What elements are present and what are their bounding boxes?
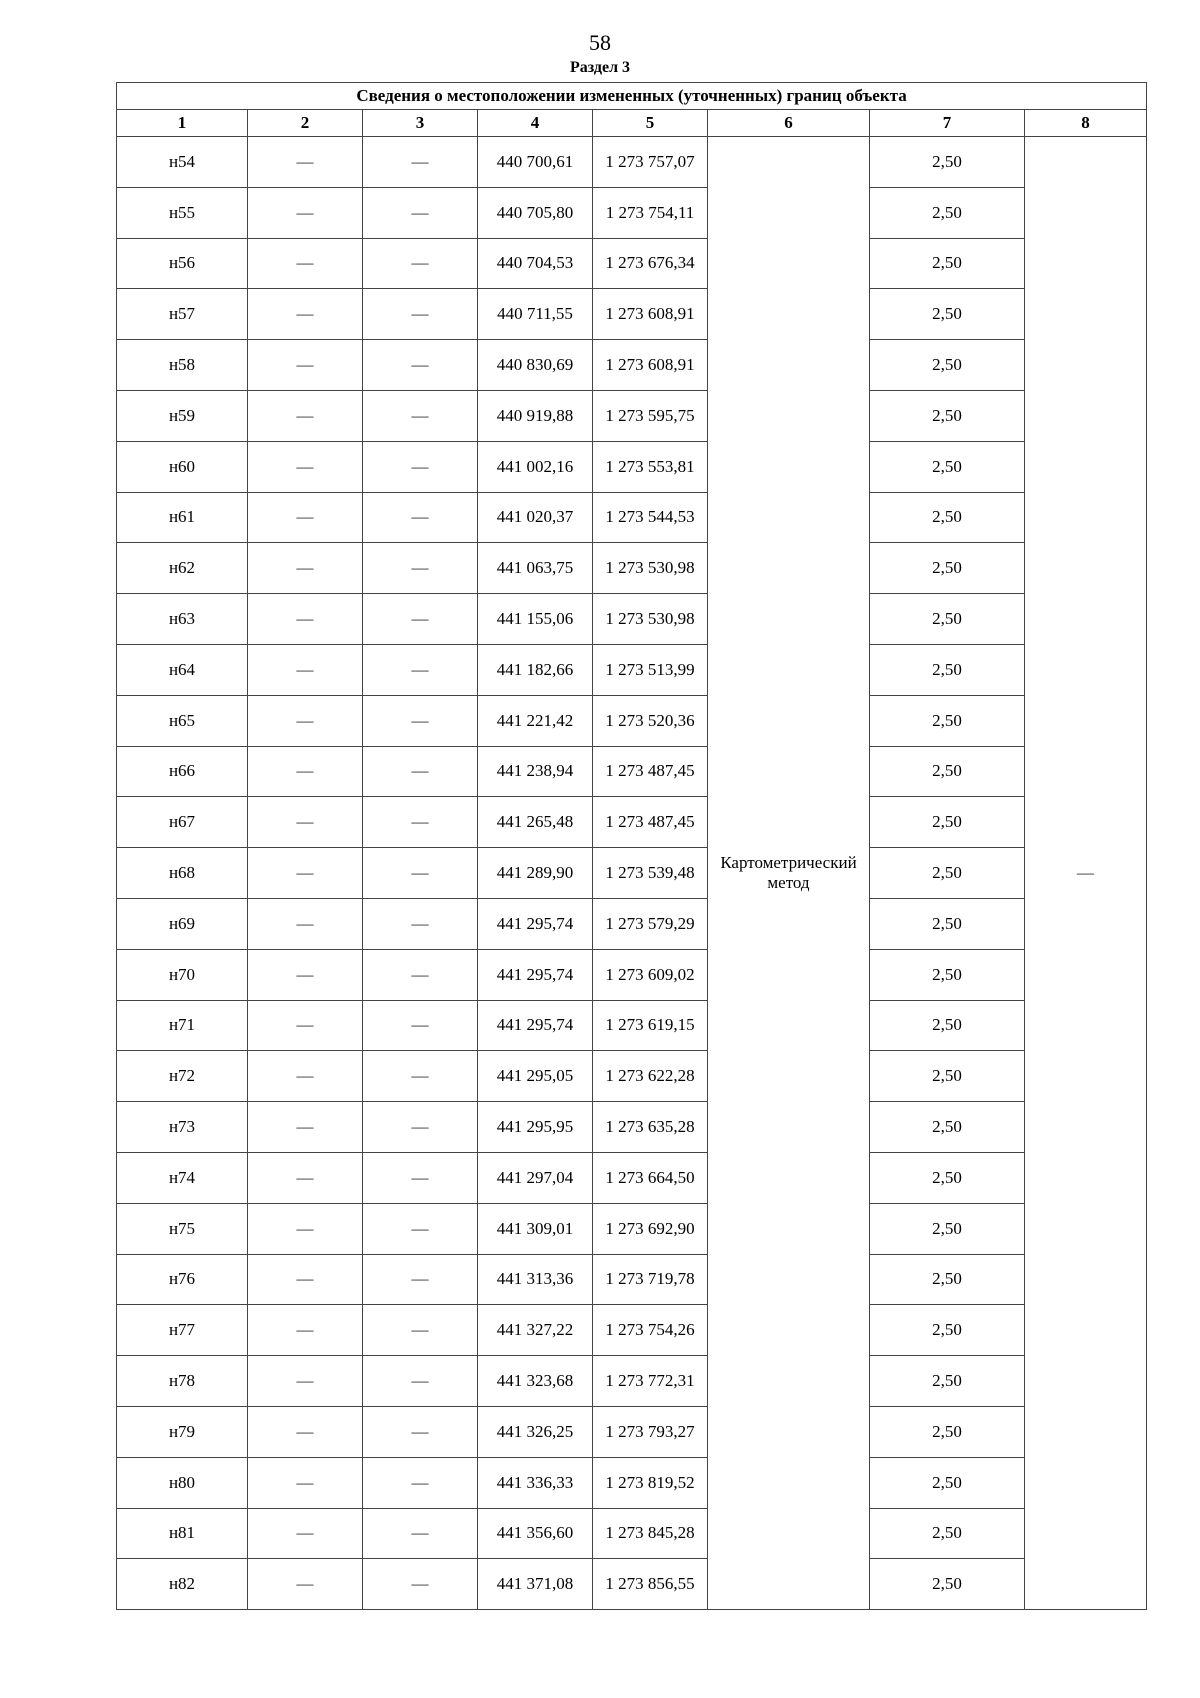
column-3-cell: —: [363, 1051, 478, 1102]
point-name-cell: н59: [117, 390, 248, 441]
table-caption: Сведения о местоположении измененных (уточненных) границ объекта: [117, 83, 1147, 110]
table-row: [117, 1305, 1147, 1356]
y-coordinate-cell: 1 273 579,29: [593, 898, 708, 949]
column-2-cell: —: [248, 238, 363, 289]
y-coordinate-cell: 1 273 539,48: [593, 848, 708, 899]
column-2-cell: —: [248, 137, 363, 188]
y-coordinate-cell: 1 273 520,36: [593, 695, 708, 746]
column-3-cell: —: [363, 949, 478, 1000]
accuracy-cell: 2,50: [870, 594, 1025, 645]
x-coordinate-cell: 441 356,60: [478, 1508, 593, 1559]
column-2-cell: —: [248, 340, 363, 391]
y-coordinate-cell: 1 273 819,52: [593, 1457, 708, 1508]
table-row: [117, 1508, 1147, 1559]
column-3-cell: —: [363, 1559, 478, 1610]
accuracy-cell: 2,50: [870, 644, 1025, 695]
point-name-cell: н61: [117, 492, 248, 543]
column-number: 6: [708, 110, 870, 137]
table-row: [117, 644, 1147, 695]
table-row: [117, 137, 1147, 188]
point-name-cell: н60: [117, 441, 248, 492]
column-3-cell: —: [363, 797, 478, 848]
accuracy-cell: 2,50: [870, 797, 1025, 848]
accuracy-cell: 2,50: [870, 1559, 1025, 1610]
y-coordinate-cell: 1 273 757,07: [593, 137, 708, 188]
y-coordinate-cell: 1 273 553,81: [593, 441, 708, 492]
table-row: [117, 1203, 1147, 1254]
x-coordinate-cell: 440 919,88: [478, 390, 593, 441]
point-name-cell: н62: [117, 543, 248, 594]
table-row: [117, 492, 1147, 543]
table-row: [117, 594, 1147, 645]
table-row: [117, 949, 1147, 1000]
accuracy-cell: 2,50: [870, 746, 1025, 797]
y-coordinate-cell: 1 273 544,53: [593, 492, 708, 543]
column-number: 4: [478, 110, 593, 137]
column-number: 2: [248, 110, 363, 137]
column-2-cell: —: [248, 1102, 363, 1153]
accuracy-cell: 2,50: [870, 1152, 1025, 1203]
table-row: [117, 543, 1147, 594]
table-row: [117, 187, 1147, 238]
y-coordinate-cell: 1 273 487,45: [593, 797, 708, 848]
y-coordinate-cell: 1 273 845,28: [593, 1508, 708, 1559]
y-coordinate-cell: 1 273 595,75: [593, 390, 708, 441]
table-row: [117, 1254, 1147, 1305]
column-3-cell: —: [363, 1203, 478, 1254]
point-name-cell: н65: [117, 695, 248, 746]
x-coordinate-cell: 441 297,04: [478, 1152, 593, 1203]
x-coordinate-cell: 441 327,22: [478, 1305, 593, 1356]
accuracy-cell: 2,50: [870, 1254, 1025, 1305]
x-coordinate-cell: 441 295,95: [478, 1102, 593, 1153]
y-coordinate-cell: 1 273 664,50: [593, 1152, 708, 1203]
x-coordinate-cell: 440 704,53: [478, 238, 593, 289]
column-2-cell: —: [248, 289, 363, 340]
y-coordinate-cell: 1 273 676,34: [593, 238, 708, 289]
point-name-cell: н55: [117, 187, 248, 238]
column-3-cell: —: [363, 1000, 478, 1051]
point-name-cell: н82: [117, 1559, 248, 1610]
accuracy-cell: 2,50: [870, 340, 1025, 391]
accuracy-cell: 2,50: [870, 238, 1025, 289]
column-3-cell: —: [363, 340, 478, 391]
column-3-cell: —: [363, 543, 478, 594]
table-body: [117, 137, 1147, 1610]
x-coordinate-cell: 441 309,01: [478, 1203, 593, 1254]
y-coordinate-cell: 1 273 487,45: [593, 746, 708, 797]
table-row: [117, 898, 1147, 949]
accuracy-cell: 2,50: [870, 1508, 1025, 1559]
x-coordinate-cell: 441 295,05: [478, 1051, 593, 1102]
section-title: Раздел 3: [569, 59, 631, 76]
column-2-cell: —: [248, 492, 363, 543]
column-number: 5: [593, 110, 708, 137]
accuracy-cell: 2,50: [870, 543, 1025, 594]
column-3-cell: —: [363, 1152, 478, 1203]
x-coordinate-cell: 441 295,74: [478, 898, 593, 949]
column-3-cell: —: [363, 137, 478, 188]
accuracy-cell: 2,50: [870, 1203, 1025, 1254]
point-name-cell: н78: [117, 1356, 248, 1407]
column-2-cell: —: [248, 644, 363, 695]
column-number: 1: [117, 110, 248, 137]
column-3-cell: —: [363, 644, 478, 695]
method-cell: Картометрический метод: [708, 137, 870, 1610]
column-3-cell: —: [363, 1406, 478, 1457]
point-name-cell: н57: [117, 289, 248, 340]
accuracy-cell: 2,50: [870, 1457, 1025, 1508]
x-coordinate-cell: 441 002,16: [478, 441, 593, 492]
x-coordinate-cell: 441 323,68: [478, 1356, 593, 1407]
column-3-cell: —: [363, 1457, 478, 1508]
column-2-cell: —: [248, 746, 363, 797]
point-name-cell: н67: [117, 797, 248, 848]
point-name-cell: н80: [117, 1457, 248, 1508]
y-coordinate-cell: 1 273 635,28: [593, 1102, 708, 1153]
y-coordinate-cell: 1 273 619,15: [593, 1000, 708, 1051]
x-coordinate-cell: 441 295,74: [478, 949, 593, 1000]
table-row: [117, 695, 1147, 746]
accuracy-cell: 2,50: [870, 1406, 1025, 1457]
point-name-cell: н71: [117, 1000, 248, 1051]
point-name-cell: н64: [117, 644, 248, 695]
column-3-cell: —: [363, 1356, 478, 1407]
x-coordinate-cell: 441 063,75: [478, 543, 593, 594]
column-3-cell: —: [363, 1508, 478, 1559]
column-2-cell: —: [248, 1356, 363, 1407]
table-row: [117, 1102, 1147, 1153]
point-name-cell: н79: [117, 1406, 248, 1457]
column-number: 8: [1025, 110, 1147, 137]
accuracy-cell: 2,50: [870, 187, 1025, 238]
y-coordinate-cell: 1 273 793,27: [593, 1406, 708, 1457]
column-3-cell: —: [363, 289, 478, 340]
y-coordinate-cell: 1 273 754,26: [593, 1305, 708, 1356]
accuracy-cell: 2,50: [870, 1102, 1025, 1153]
point-name-cell: н58: [117, 340, 248, 391]
column-number: 3: [363, 110, 478, 137]
column-2-cell: —: [248, 1051, 363, 1102]
point-name-cell: н63: [117, 594, 248, 645]
column-3-cell: —: [363, 848, 478, 899]
point-name-cell: н72: [117, 1051, 248, 1102]
x-coordinate-cell: 441 020,37: [478, 492, 593, 543]
boundary-coordinates-table: [116, 82, 1147, 1610]
table-row: [117, 1406, 1147, 1457]
column-number-row: [117, 110, 1147, 137]
column-3-cell: —: [363, 238, 478, 289]
table-row: [117, 289, 1147, 340]
column-2-cell: —: [248, 1559, 363, 1610]
table-row: [117, 390, 1147, 441]
accuracy-cell: 2,50: [870, 695, 1025, 746]
table-row: [117, 746, 1147, 797]
column-3-cell: —: [363, 390, 478, 441]
accuracy-cell: 2,50: [870, 289, 1025, 340]
y-coordinate-cell: 1 273 530,98: [593, 594, 708, 645]
column-2-cell: —: [248, 949, 363, 1000]
x-coordinate-cell: 441 336,33: [478, 1457, 593, 1508]
y-coordinate-cell: 1 273 754,11: [593, 187, 708, 238]
column-3-cell: —: [363, 898, 478, 949]
table-row: [117, 1457, 1147, 1508]
y-coordinate-cell: 1 273 719,78: [593, 1254, 708, 1305]
point-name-cell: н70: [117, 949, 248, 1000]
table-row: [117, 340, 1147, 391]
column-3-cell: —: [363, 594, 478, 645]
accuracy-cell: 2,50: [870, 848, 1025, 899]
accuracy-cell: 2,50: [870, 441, 1025, 492]
point-name-cell: н81: [117, 1508, 248, 1559]
table-row: [117, 1152, 1147, 1203]
column-8-cell: —: [1025, 137, 1147, 1610]
column-2-cell: —: [248, 187, 363, 238]
accuracy-cell: 2,50: [870, 1051, 1025, 1102]
x-coordinate-cell: 441 221,42: [478, 695, 593, 746]
point-name-cell: н77: [117, 1305, 248, 1356]
y-coordinate-cell: 1 273 856,55: [593, 1559, 708, 1610]
table-row: [117, 1559, 1147, 1610]
accuracy-cell: 2,50: [870, 390, 1025, 441]
column-2-cell: —: [248, 1203, 363, 1254]
x-coordinate-cell: 440 705,80: [478, 187, 593, 238]
x-coordinate-cell: 441 371,08: [478, 1559, 593, 1610]
accuracy-cell: 2,50: [870, 1356, 1025, 1407]
accuracy-cell: 2,50: [870, 898, 1025, 949]
table-row: [117, 441, 1147, 492]
column-3-cell: —: [363, 187, 478, 238]
column-3-cell: —: [363, 492, 478, 543]
x-coordinate-cell: 441 289,90: [478, 848, 593, 899]
table-row: [117, 797, 1147, 848]
table-row: [117, 1000, 1147, 1051]
column-number: 7: [870, 110, 1025, 137]
y-coordinate-cell: 1 273 692,90: [593, 1203, 708, 1254]
y-coordinate-cell: 1 273 608,91: [593, 289, 708, 340]
point-name-cell: н69: [117, 898, 248, 949]
x-coordinate-cell: 441 182,66: [478, 644, 593, 695]
accuracy-cell: 2,50: [870, 137, 1025, 188]
column-3-cell: —: [363, 441, 478, 492]
y-coordinate-cell: 1 273 530,98: [593, 543, 708, 594]
column-3-cell: —: [363, 746, 478, 797]
x-coordinate-cell: 440 830,69: [478, 340, 593, 391]
accuracy-cell: 2,50: [870, 1000, 1025, 1051]
column-2-cell: —: [248, 1152, 363, 1203]
point-name-cell: н76: [117, 1254, 248, 1305]
column-3-cell: —: [363, 1102, 478, 1153]
x-coordinate-cell: 440 700,61: [478, 137, 593, 188]
accuracy-cell: 2,50: [870, 1305, 1025, 1356]
point-name-cell: н68: [117, 848, 248, 899]
x-coordinate-cell: 440 711,55: [478, 289, 593, 340]
point-name-cell: н66: [117, 746, 248, 797]
accuracy-cell: 2,50: [870, 492, 1025, 543]
x-coordinate-cell: 441 295,74: [478, 1000, 593, 1051]
table-row: [117, 238, 1147, 289]
column-2-cell: —: [248, 594, 363, 645]
point-name-cell: н56: [117, 238, 248, 289]
column-2-cell: —: [248, 848, 363, 899]
x-coordinate-cell: 441 265,48: [478, 797, 593, 848]
page-number: 58: [589, 30, 611, 55]
table-row: [117, 1051, 1147, 1102]
point-name-cell: н75: [117, 1203, 248, 1254]
y-coordinate-cell: 1 273 609,02: [593, 949, 708, 1000]
column-2-cell: —: [248, 543, 363, 594]
x-coordinate-cell: 441 313,36: [478, 1254, 593, 1305]
column-2-cell: —: [248, 1254, 363, 1305]
y-coordinate-cell: 1 273 772,31: [593, 1356, 708, 1407]
table-row: [117, 848, 1147, 899]
x-coordinate-cell: 441 326,25: [478, 1406, 593, 1457]
point-name-cell: н74: [117, 1152, 248, 1203]
column-3-cell: —: [363, 1254, 478, 1305]
column-2-cell: —: [248, 390, 363, 441]
y-coordinate-cell: 1 273 513,99: [593, 644, 708, 695]
x-coordinate-cell: 441 238,94: [478, 746, 593, 797]
column-2-cell: —: [248, 797, 363, 848]
y-coordinate-cell: 1 273 608,91: [593, 340, 708, 391]
table-row: [117, 1356, 1147, 1407]
column-2-cell: —: [248, 695, 363, 746]
point-name-cell: н54: [117, 137, 248, 188]
x-coordinate-cell: 441 155,06: [478, 594, 593, 645]
y-coordinate-cell: 1 273 622,28: [593, 1051, 708, 1102]
column-2-cell: —: [248, 1406, 363, 1457]
column-3-cell: —: [363, 1305, 478, 1356]
column-2-cell: —: [248, 441, 363, 492]
column-2-cell: —: [248, 898, 363, 949]
point-name-cell: н73: [117, 1102, 248, 1153]
column-2-cell: —: [248, 1305, 363, 1356]
column-2-cell: —: [248, 1000, 363, 1051]
column-2-cell: —: [248, 1457, 363, 1508]
column-2-cell: —: [248, 1508, 363, 1559]
column-3-cell: —: [363, 695, 478, 746]
accuracy-cell: 2,50: [870, 949, 1025, 1000]
